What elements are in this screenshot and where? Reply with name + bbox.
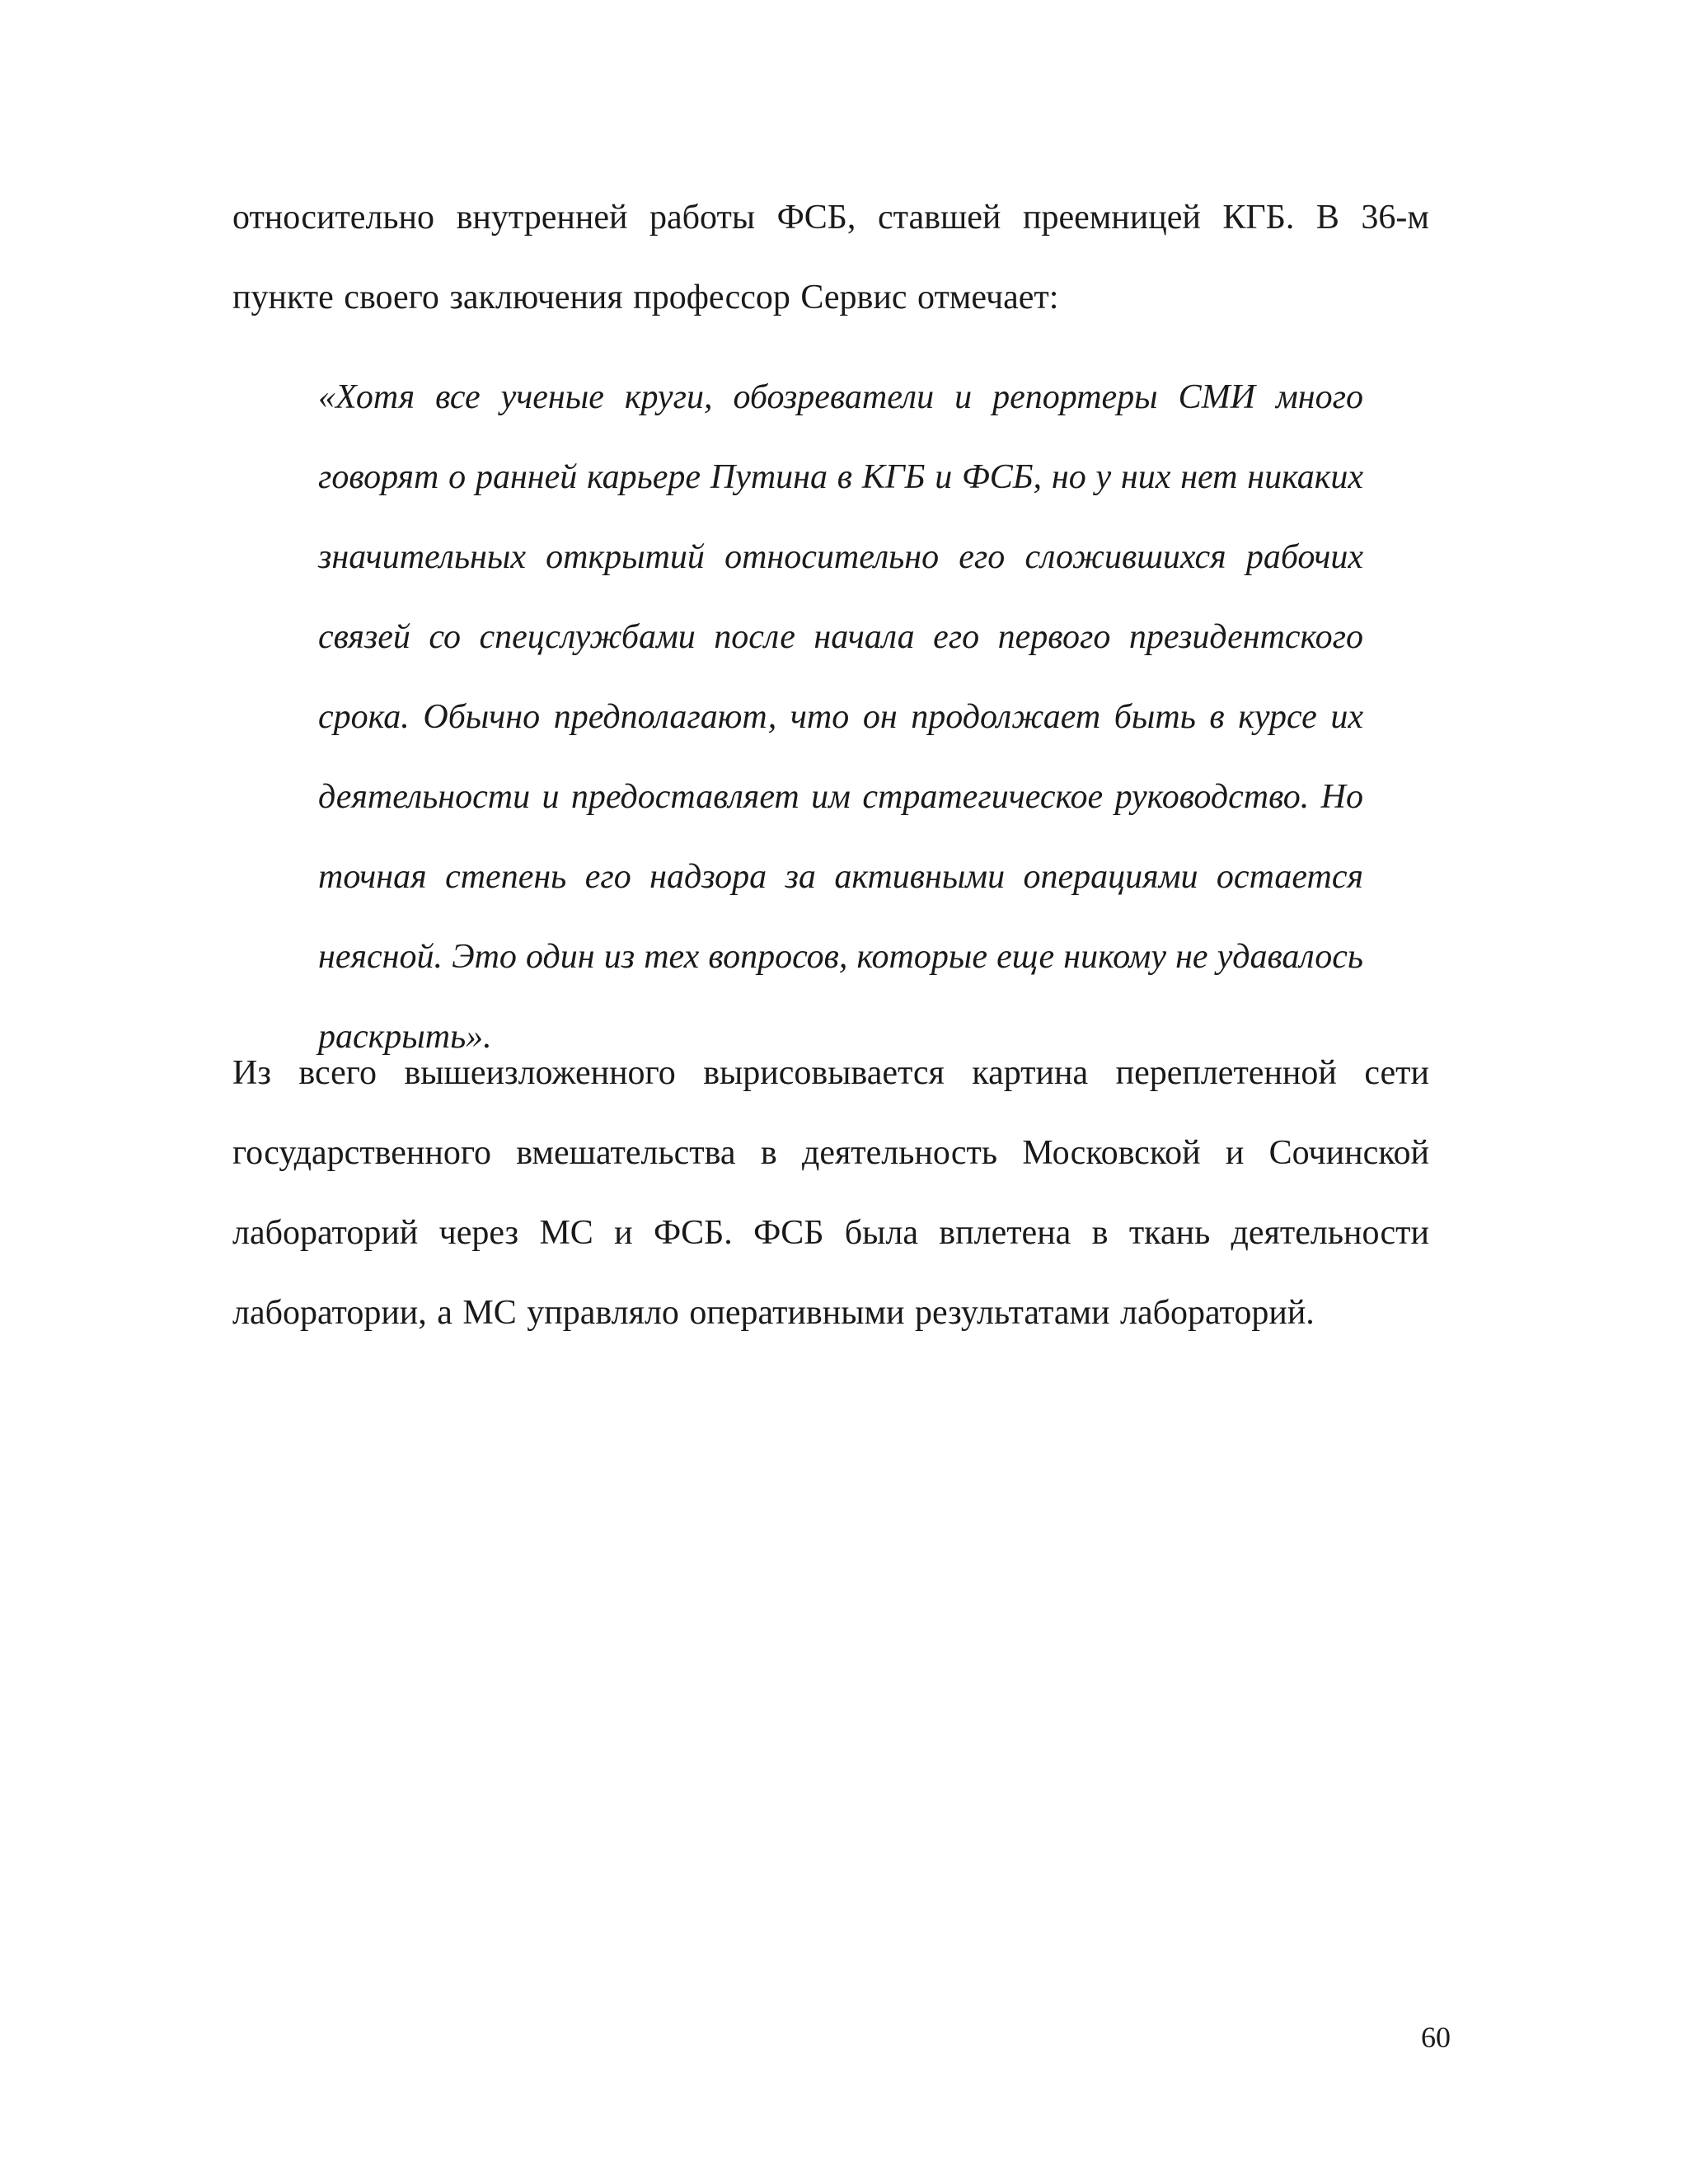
page-number: 60 <box>1421 2021 1451 2054</box>
body-paragraph-2: Из всего вышеизложенного вырисовывается картина переплетенной сети государственного вмешательства в деятельность Московской и Сочинской лабораторий через МС и ФСБ. ФСБ была вплетена в ткань деятельности лаборатории, а МС управляло оперативными результатами лабораторий. <box>232 1054 1429 1332</box>
body-paragraph-1: относительно внутренней работы ФСБ, ставшей преемницей КГБ. В 36-м пункте своего заключения профессор Сервис отмечает: <box>232 199 1429 316</box>
block-quote: «Хотя все ученые круги, обозреватели и репортеры СМИ много говорят о ранней карьере Путина в КГБ и ФСБ, но у них нет никаких значительных открытий относительно его сложившихся рабочих связей со спецслужбами после начала его первого президентского срока. Обычно предполагают, что он продолжает быть в курсе их деятельности и предоставляет им стратегическое руководство. Но точная степень его надзора за активными операциями остается неясной. Это один из тех вопросов, которые еще никому не удавалось раскрыть». <box>318 378 1363 1056</box>
